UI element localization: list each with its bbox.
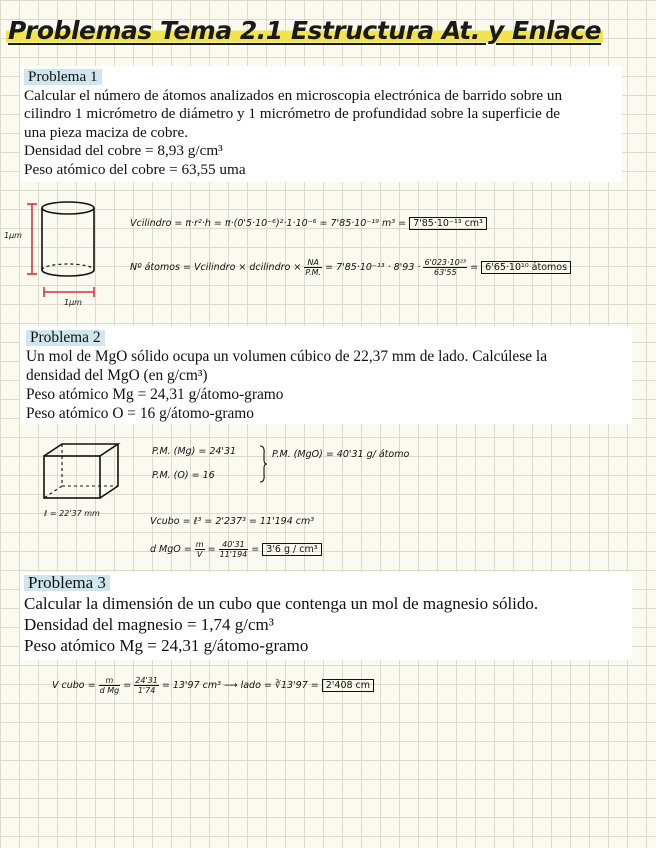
cube-sketch [40,440,122,502]
eq-volume-result: 7'85·10⁻¹³ cm³ [409,217,487,230]
eq-cube-dimension: V cubo = $\frac{m}{\text{d Mg}}$ = $\frac{24'31}{1'74}$ = 13'97 cm³ ⟶ lado = ∛13'97 = 2'408 cm [52,676,374,695]
eq-density-left: d MgO = [150,544,192,555]
fraction-numerator: 6'023·10²³ [424,258,467,267]
pm-mg: P.M. (Mg) = 24'31 [152,446,237,457]
eq-density-mgo: d MgO = $\frac{m}{V}$ = $\frac{40'31}{11'194}$ = 3'6 g / cm³ [150,540,322,559]
fraction-denominator: 1'74 [137,686,156,695]
problem-2-statement [20,326,632,424]
fraction [423,258,467,277]
problem-2-line: Peso atómico Mg = 24,31 g/átomo-gramo [26,386,284,403]
pm-o: P.M. (O) = 16 [152,470,215,481]
eq-cube-result: 2'408 cm [322,679,374,692]
fraction-numerator: m [99,676,121,686]
problem-1-line: Peso atómico del cobre = 63,55 uma [24,160,246,178]
pm-mgo: P.M. (MgO) = 40'31 g/ átomo [272,449,410,460]
fraction-numerator: 24'31 [135,676,158,685]
eq-volume-cylinder [130,218,487,229]
fraction [195,540,205,559]
problem-2-heading: Problema 2 [26,330,105,346]
eq-density-result: 3'6 g / cm³ [262,543,321,556]
page-title: Problemas Tema 2.1 Estructura At. y Enlace [8,16,602,45]
eq-atoms-mid: = 7'85·10⁻¹³ · 8'93 · [325,262,421,273]
fraction-denominator: 63'55 [434,268,457,277]
problem-3-line: Peso atómico Mg = 24,31 g/átomo-gramo [24,636,309,655]
problem-1-heading: Problema 1 [24,69,102,85]
problem-3-line: Densidad del magnesio = 1,74 g/cm³ [24,615,274,634]
cylinder-height-label: 1μm [4,231,22,240]
equals-sign: = [207,544,216,555]
problem-3-line: Calcular la dimensión de un cubo que contenga un mol de magnesio sólido. [24,594,539,613]
fraction-numerator: 40'31 [219,540,249,550]
cylinder-width-label: 1μm [64,298,82,307]
fraction-numerator: m [195,540,204,549]
fraction-denominator: 11'194 [219,550,248,559]
problem-1-line: cilindro 1 micrómetro de diámetro y 1 micrómetro de profundidad sobre la superficie de [24,105,561,122]
problem-3-statement [20,572,632,660]
eq-atom-count: Nº átomos = Vcilindro × dcilindro × $\frac{NA}{P.M.}$ = 7'85·10⁻¹³ · 8'93 · $\frac{\text{6'023·10²³}}{63'55}$ = 6'65·10¹⁰ átomos [130,258,571,277]
cube-side-label: ℓ = 22'37 mm [44,509,100,518]
eq-atoms-left: Nº átomos = Vcilindro × dcilindro × [130,262,302,273]
fraction [304,258,322,277]
eq-atoms-result: 6'65·10¹⁰ átomos [481,261,571,274]
problem-3-heading: Problema 3 [24,575,110,591]
fraction [219,540,249,559]
fraction-denominator: V [196,550,203,559]
eq-volume-left: Vcilindro = π·r²·h = π·(0'5·10⁻⁶)²·1·10⁻⁶ = 7'85·10⁻¹⁹ m³ = [130,218,407,229]
problem-1-line: Densidad del cobre = 8,93 g/cm³ [24,142,223,159]
cylinder-sketch [20,198,110,298]
eq-volume-cube: Vcubo = ℓ³ = 2'237³ = 11'194 cm³ [150,516,315,527]
fraction-denominator: P.M. [305,268,322,277]
problem-1-statement [20,66,622,182]
problem-1-line: una pieza maciza de cobre. [24,123,189,141]
problem-2-line: Un mol de MgO sólido ocupa un volumen cúbico de 22,37 mm de lado. Calcúlese la [26,348,548,365]
eq-cube-left: V cubo = [52,680,96,691]
fraction-numerator: NA [304,258,322,268]
problem-2-line: densidad del MgO (en g/cm³) [26,367,208,384]
brace [258,444,268,484]
eq-cube-mid: = 13'97 cm³ ⟶ lado = ∛13'97 = [161,680,319,691]
fraction [134,676,159,695]
problem-2-line: Peso atómico O = 16 g/átomo-gramo [26,405,254,422]
problem-1-line: Calcular el número de átomos analizados en microscopia electrónica de barrido sobre un [24,86,563,104]
fraction-denominator: d Mg [99,686,120,695]
fraction [99,676,121,695]
